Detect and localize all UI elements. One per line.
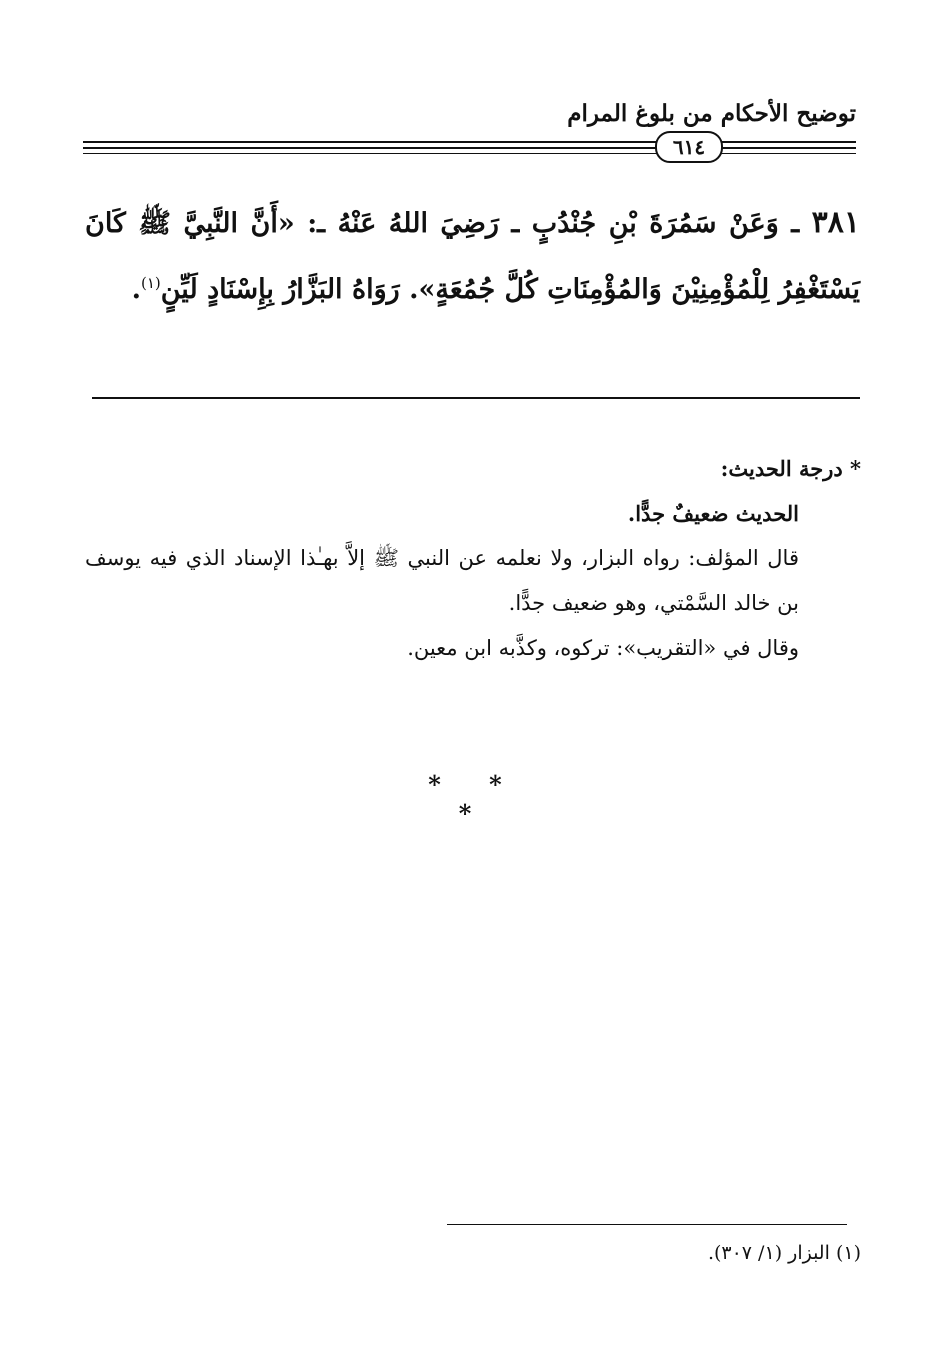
footnote-rule bbox=[447, 1224, 847, 1225]
header-rule bbox=[83, 141, 856, 143]
header-rule bbox=[83, 147, 856, 149]
hadith-block bbox=[85, 190, 860, 323]
header-rule bbox=[83, 153, 856, 154]
hadith-text: وَعَنْ سَمُرَةَ بْنِ جُنْدُبٍ ـ رَضِيَ اللهُ عَنْهُ ـ: «أَنَّ النَّبِيَّ ﷺ كَانَ يَسْتَغْفِرُ لِلْمُؤْمِنِيْنَ وَالمُؤْمِنَاتِ كُلَّ جُمُعَةٍ». رَوَاهُ البَزَّارُ بِإِسْنَادٍ لَيِّنٍ bbox=[85, 208, 860, 305]
footnote-marker: (١) bbox=[835, 1242, 861, 1264]
footnote bbox=[708, 1242, 861, 1264]
footnote-text: البزار (١/ ٣٠٧). bbox=[707, 1242, 830, 1264]
hadith-dash: ـ bbox=[791, 208, 800, 239]
section-divider bbox=[92, 397, 860, 399]
page-number: ٦١٤ bbox=[655, 131, 723, 163]
hadith-grade: الحديث ضعيفٌ جدًّا. bbox=[627, 501, 799, 526]
book-title: توضيح الأحكام من بلوغ المرام bbox=[567, 100, 856, 127]
hadith-end-period: . bbox=[131, 274, 141, 305]
commentary-section bbox=[85, 446, 861, 671]
hadith-grade-heading: * درجة الحديث: bbox=[720, 456, 861, 481]
hadith-number: ٣٨١ bbox=[811, 205, 860, 240]
taqrib-statement: وقال في «التقريب»: تركوه، وكذَّبه ابن معين. bbox=[407, 636, 799, 660]
author-statement: قال المؤلف: رواه البزار، ولا نعلمه عن النبي ﷺ إلاَّ بهـٰذا الإسناد الذي فيه يوسف بن خالد السَّمْتي، وهو ضعيف جدًّا. bbox=[85, 546, 799, 615]
section-separator: * * * bbox=[428, 770, 522, 828]
footnote-reference: (١) bbox=[140, 274, 161, 292]
